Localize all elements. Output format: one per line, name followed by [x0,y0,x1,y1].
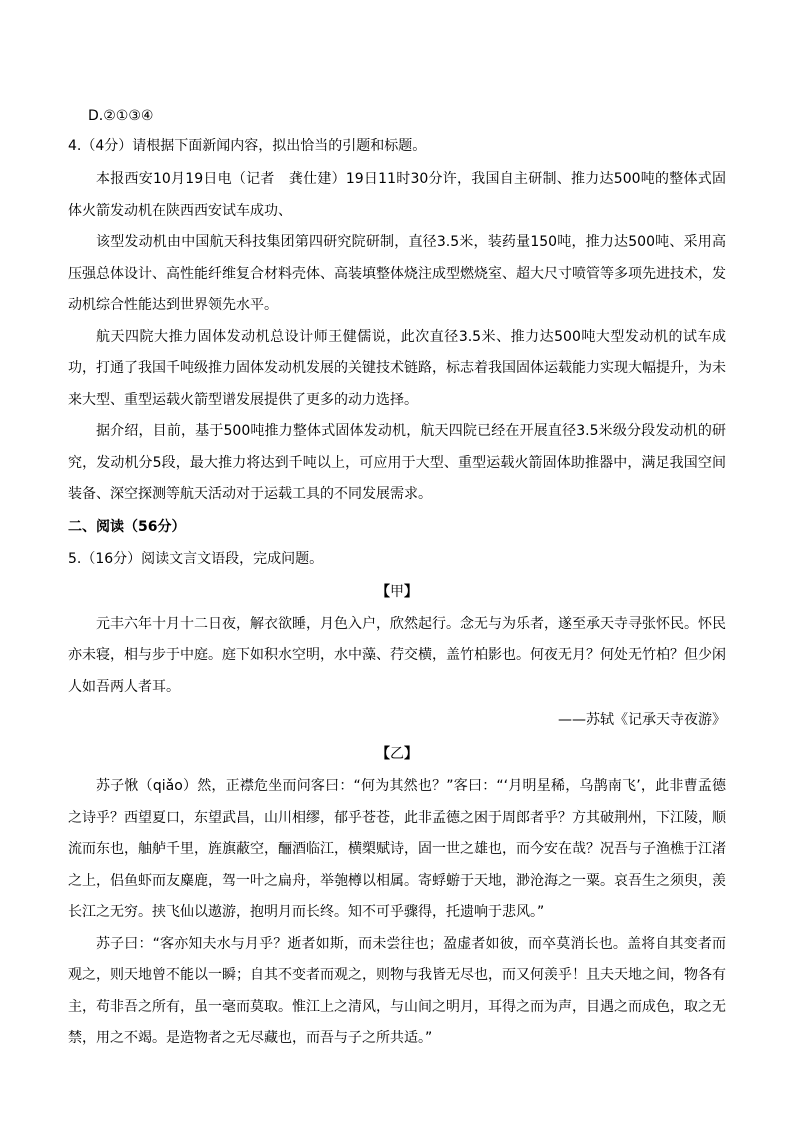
passage-a-source: ——苏轼《记承天寺夜游》 [558,712,726,728]
news-paragraph-4: 据介绍，目前，基于500吨推力整体式固体发动机，航天四院已经在开展直径3.5米级分段发动机的研究，发动机分5段，最大推力将达到千吨以上，可应用于大型、重型运载火箭固体助推器中，满足我国空间装备、深空探测等航天活动对于运载工具的不同发展需求。 [68,423,726,502]
bracket-close: 】 [404,583,418,600]
passage-a-label [68,577,726,607]
passage-b-label [68,739,726,769]
bracket-close: 】 [404,746,418,762]
document-page [68,102,726,1055]
question-5-prompt: 5.（16分）阅读文言文语段，完成问题。 [68,550,324,567]
news-article [68,164,726,511]
passage-b-label-text: 乙 [390,746,404,762]
bracket-open: 【 [376,583,390,600]
news-paragraph-1: 本报西安10月19日电（记者 龚仕建）19日11时30分许，我国自主研制、推力达500吨的整体式固体火箭发动机在陕西西安试车成功、 [68,171,726,219]
passage-a-paragraph-1: 元丰六年十月十二日夜，解衣欲睡，月色入户，欣然起行。念无与为乐者，遂至承天寺寻张怀民。怀民亦未寝，相与步于中庭。庭下如积水空明，水中藻、荇交横，盖竹柏影也。何夜无月？何处无竹柏？但少闲人如吾两人者耳。 [68,615,726,695]
passage-b-paragraph-1: 苏子愀（qiǎo）然，正襟危坐而问客曰：“何为其然也？”客曰：“‘月明星稀，乌鹊南飞’，此非曹孟德之诗乎？西望夏口，东望武昌，山川相缪，郁乎苍苍，此非孟德之困于周郎者乎？方其破荆州，下江陵，顺流而东也，舳舻千里，旌旗蔽空，酾酒临江，横槊赋诗，固一世之雄也，而今安在哉？况吾与子渔樵于江渚之上，侣鱼虾而友麋鹿，驾一叶之扁舟，举匏樽以相属。寄蜉蝣于天地，渺沧海之一粟。哀吾生之须臾，羡长江之无穷。挟飞仙以遨游，抱明月而长终。知不可乎骤得，托遗响于悲风。” [68,778,726,920]
question-4-prompt: 4.（4分）请根据下面新闻内容，拟出恰当的引题和标题。 [68,138,427,154]
passage-a-label-text: 甲 [390,583,404,600]
section-heading-reading: 二、阅读（56分） [68,518,186,535]
news-paragraph-2: 该型发动机由中国航天科技集团第四研究院研制，直径3.5米，装药量150吨，推力达500吨、采用高压强总体设计、高性能纤维复合材料壳体、高装填整体烧注成型燃烧室、超大尺寸喷管等多项先进技术，发动机综合性能达到世界领先水平。 [68,234,726,313]
bracket-open: 【 [376,746,390,762]
passage-b-paragraph-2: 苏子曰：“客亦知夫水与月乎？逝者如斯，而未尝往也；盈虚者如彼，而卒莫消长也。盖将自其变者而观之，则天地曾不能以一瞬；自其不变者而观之，则物与我皆无尽也，而又何羡乎！且夫天地之间，物各有主，苟非吾之所有，虽一毫而莫取。惟江上之清风，与山间之明月，耳得之而为声，目遇之而成色，取之无禁，用之不竭。是造物者之无尽藏也，而吾与子之所共适。” [68,935,726,1046]
news-paragraph-3: 航天四院大推力固体发动机总设计师王健儒说，此次直径3.5米、推力达500吨大型发动机的试车成功，打通了我国千吨级推力固体发动机发展的关键技术链路，标志着我国固体运载能力实现大幅提升，为未来大型、重型运载火箭型谱发展提供了更多的动力选择。 [68,328,726,408]
answer-option-d: D.②①③④ [88,108,154,124]
